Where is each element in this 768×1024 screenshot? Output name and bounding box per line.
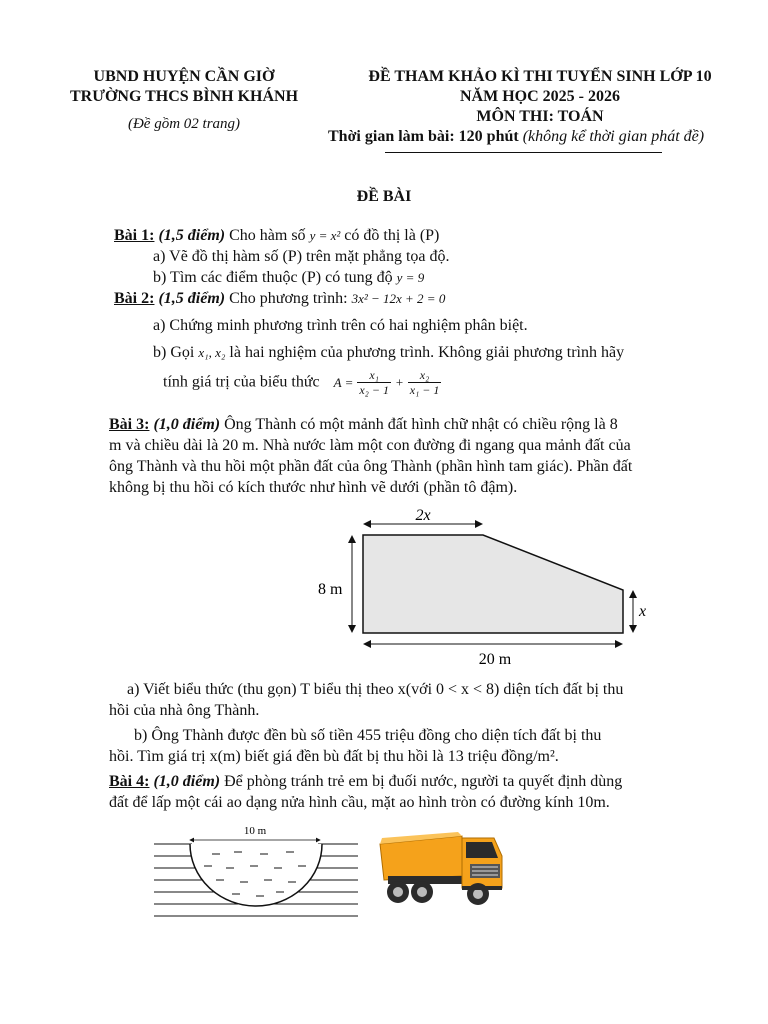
bai3-part-b <box>109 725 699 767</box>
bai3-paragraph <box>109 414 697 498</box>
dump-truck-icon <box>378 830 508 910</box>
bai1-part-a: a) Vẽ đồ thị hàm số (P) trên mặt phẳng tọa độ. <box>153 248 450 265</box>
exam-time <box>328 128 704 146</box>
page-title: ĐỀ BÀI <box>356 188 412 205</box>
bai4-points: (1,0 điểm) <box>153 773 221 790</box>
bai2-expression-lhs: A = <box>333 374 354 390</box>
exam-time-note: (không kể thời gian phát đề) <box>522 128 705 145</box>
bai3-label: Bài 3: <box>109 416 150 433</box>
bai3-part-a <box>109 679 699 721</box>
bai3-part-b-line2: hồi. Tìm giá trị x(m) biết giá đền bù đất bị thu hồi là 13 triệu đồng/m². <box>109 748 559 765</box>
pond-diameter-label: 10 m <box>243 825 267 837</box>
fraction-1 <box>357 368 391 397</box>
fraction-2 <box>408 368 442 397</box>
fraction-2-denominator: x₁ − 1 <box>409 383 440 397</box>
bai2-part-b <box>153 344 624 362</box>
bai1-formula: y = x² <box>309 228 341 243</box>
bai4-paragraph <box>109 771 699 813</box>
subject: MÔN THI: TOÁN <box>476 108 604 125</box>
bai3-part-b-line1: b) Ông Thành được đền bù số tiền 455 triệu đồng cho diện tích đất bị thu <box>134 727 602 744</box>
bai2-heading <box>114 290 445 308</box>
bai1-part-b-text: b) Tìm các điểm thuộc (P) có tung độ <box>153 269 393 286</box>
bai3-line2: m và chiều dài là 20 m. Nhà nước làm một con đường đi ngang qua mảnh đất của <box>109 437 631 454</box>
bai2-points: (1,5 điểm) <box>158 290 226 307</box>
pond-bowl <box>190 844 322 906</box>
label-2x: 2x <box>415 507 431 524</box>
bai2-expression-intro: tính giá trị của biểu thức <box>163 373 320 391</box>
bai3-line3: ông Thành và thu hồi một phần đất của ông Thành (phần hình tam giác). Phần đất <box>109 458 633 475</box>
school-name: TRƯỜNG THCS BÌNH KHÁNH <box>69 88 299 105</box>
fraction-1-numerator: x₁ <box>357 368 391 383</box>
bai1-text: Cho hàm số <box>229 227 306 244</box>
bai1-part-b <box>153 269 424 287</box>
school-year: NĂM HỌC 2025 - 2026 <box>460 88 620 105</box>
bai2-label: Bài 2: <box>114 290 155 307</box>
bai3-part-a-line1: a) Viết biểu thức (thu gọn) T biểu thị theo x(với 0 < x < 8) diện tích đất bị thu <box>127 681 624 698</box>
school-district: UBND HUYỆN CẦN GIỜ <box>93 68 275 85</box>
bai1-part-b-formula: y = 9 <box>396 270 425 285</box>
bai3-line1: Ông Thành có một mảnh đất hình chữ nhật có chiều rộng là 8 <box>224 416 618 433</box>
page-count-note: (Đề gồm 02 trang) <box>127 116 241 132</box>
bai4-line1: Để phòng tránh trẻ em bị đuối nước, người ta quyết định dùng <box>224 773 623 790</box>
bai2-expression-line <box>163 368 441 397</box>
bai1-points: (1,5 điểm) <box>158 227 226 244</box>
bai2-part-b-post: là hai nghiệm của phương trình. Không giải phương trình hãy <box>229 344 625 361</box>
bai3-part-a-line2: hồi của nhà ông Thành. <box>109 702 260 719</box>
plus-sign: + <box>394 374 404 390</box>
label-8m: 8 m <box>318 581 343 598</box>
bai3-points: (1,0 điểm) <box>153 416 221 433</box>
bai1-heading <box>114 227 439 245</box>
bai2-part-b-pre: b) Gọi <box>153 344 195 361</box>
bai4-line2: đất để lấp một cái ao dạng nửa hình cầu, mặt ao hình tròn có đường kính 10m. <box>109 794 610 811</box>
remaining-land-shape <box>363 535 623 633</box>
bai2-part-b-vars: x₁, x₂ <box>198 345 226 360</box>
pond-figure <box>152 822 362 922</box>
fraction-1-denominator: x₂ − 1 <box>359 383 389 397</box>
label-x: x <box>639 603 647 620</box>
exam-title: ĐỀ THAM KHẢO KÌ THI TUYỂN SINH LỚP 10 <box>368 68 712 85</box>
land-plot-figure <box>308 500 668 670</box>
bai3-line4: không bị thu hồi có kích thước như hình vẽ dưới (phần tô đậm). <box>109 479 518 496</box>
header-underline <box>385 152 662 153</box>
label-20m: 20 m <box>478 651 512 668</box>
bai2-part-a: a) Chứng minh phương trình trên có hai nghiệm phân biệt. <box>153 317 528 334</box>
bai1-text-b: có đồ thị là (P) <box>344 227 440 244</box>
bai2-text: Cho phương trình: <box>229 290 348 307</box>
bai1-label: Bài 1: <box>114 227 155 244</box>
exam-time-label: Thời gian làm bài: 120 phút <box>328 128 519 145</box>
fraction-2-numerator: x₂ <box>408 368 442 383</box>
bai2-formula: 3x² − 12x + 2 = 0 <box>351 291 446 306</box>
bai4-label: Bài 4: <box>109 773 150 790</box>
